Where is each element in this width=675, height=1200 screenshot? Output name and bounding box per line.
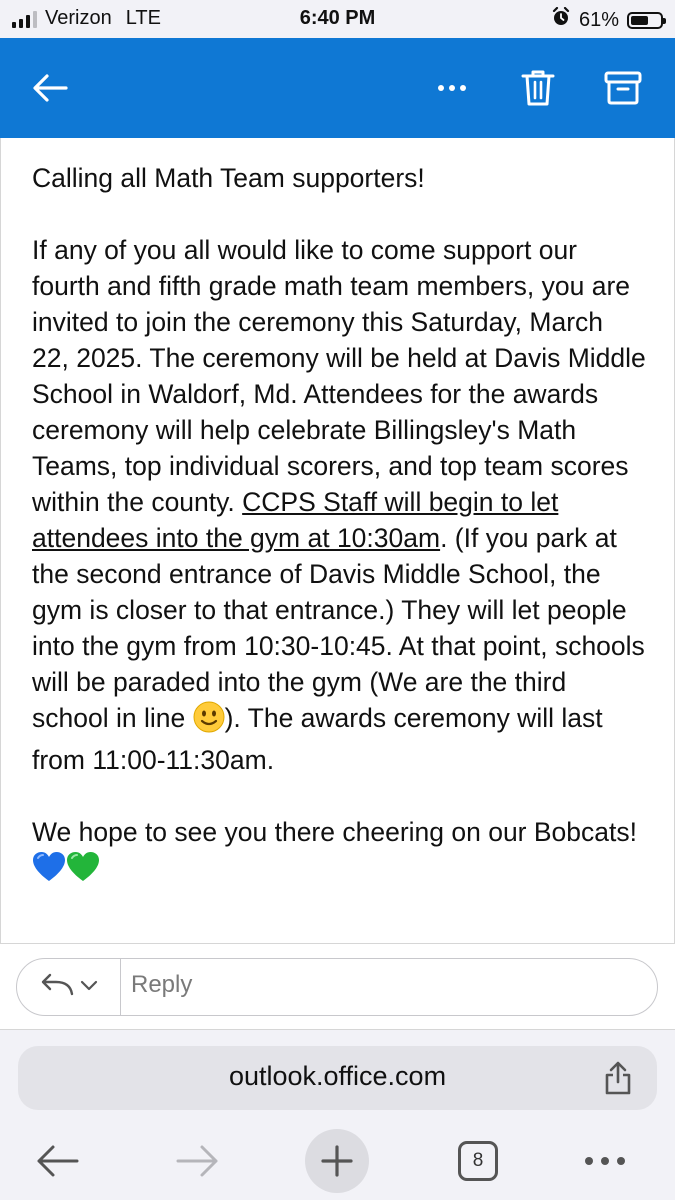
archive-icon[interactable] [603,68,643,108]
reply-options-button[interactable] [17,959,121,1015]
clock: 6:40 PM [299,7,376,29]
new-tab-button[interactable] [305,1129,369,1193]
share-icon[interactable] [603,1060,633,1101]
network-type: LTE [125,7,161,29]
message-text [32,160,647,892]
reply-input[interactable]: Reply [131,971,193,998]
slightly-smiling-face-emoji [193,701,225,742]
arrow-left-icon[interactable] [30,68,70,108]
green-heart-emoji [66,851,100,892]
greeting-line: Calling all Math Team supporters! [32,163,425,193]
back-arrow-icon[interactable] [34,1129,80,1193]
status-right [551,7,663,33]
paragraph-1-text-c: ). The awards ceremony will last from 11:00-11:30am. [32,703,603,775]
browser-toolbar [0,1125,675,1200]
paragraph-2-text: We hope to see you there cheering on our Bobcats! [32,817,637,847]
paragraph-1-text-b: . (If you park at the second entrance of Davis Middle School, the gym is closer to that entrance.) They will let people into the gym from 10:30-10:45. At that point, schools will be paraded into the gym (We are the third school in line [32,523,645,733]
alarm-icon [551,7,571,33]
paragraph-1 [32,232,647,778]
battery-percent: 61% [578,8,619,31]
plus-icon [305,1129,369,1193]
address-bar[interactable] [18,1046,657,1110]
ellipsis-icon[interactable] [432,68,472,108]
blue-heart-emoji [32,851,66,892]
status-bar [0,0,675,38]
tabs-icon [458,1141,498,1181]
forward-arrow-icon[interactable] [175,1129,221,1193]
reply-box [16,958,658,1016]
carrier-name: Verizon [45,7,112,29]
arrival-time-link[interactable]: CCPS Staff will begin to let attendees into the gym at 10:30am [32,487,559,553]
trash-icon[interactable] [518,68,558,108]
reply-bar [0,943,675,1030]
paragraph-1-text-a: If any of you all would like to come support our fourth and fifth grade math team members, you are invited to join the ceremony this Saturday, March 22, 2025. The ceremony will be held at Davis Middle School in Waldorf, Md. Attendees for the awards ceremony will help celebrate Billingsley's Math Teams, top individual scorers, and top team scores within the county. [32,235,646,517]
paragraph-2 [32,814,647,892]
chevron-down-icon [80,978,98,996]
tabs-button[interactable] [456,1129,500,1193]
more-icon[interactable] [582,1129,628,1193]
message-body [0,138,675,943]
message-toolbar [0,38,675,138]
battery-icon [627,12,663,29]
tab-count: 8 [472,1150,484,1171]
url-text[interactable]: outlook.office.com [228,1061,447,1091]
reply-arrow-icon [40,972,74,1003]
